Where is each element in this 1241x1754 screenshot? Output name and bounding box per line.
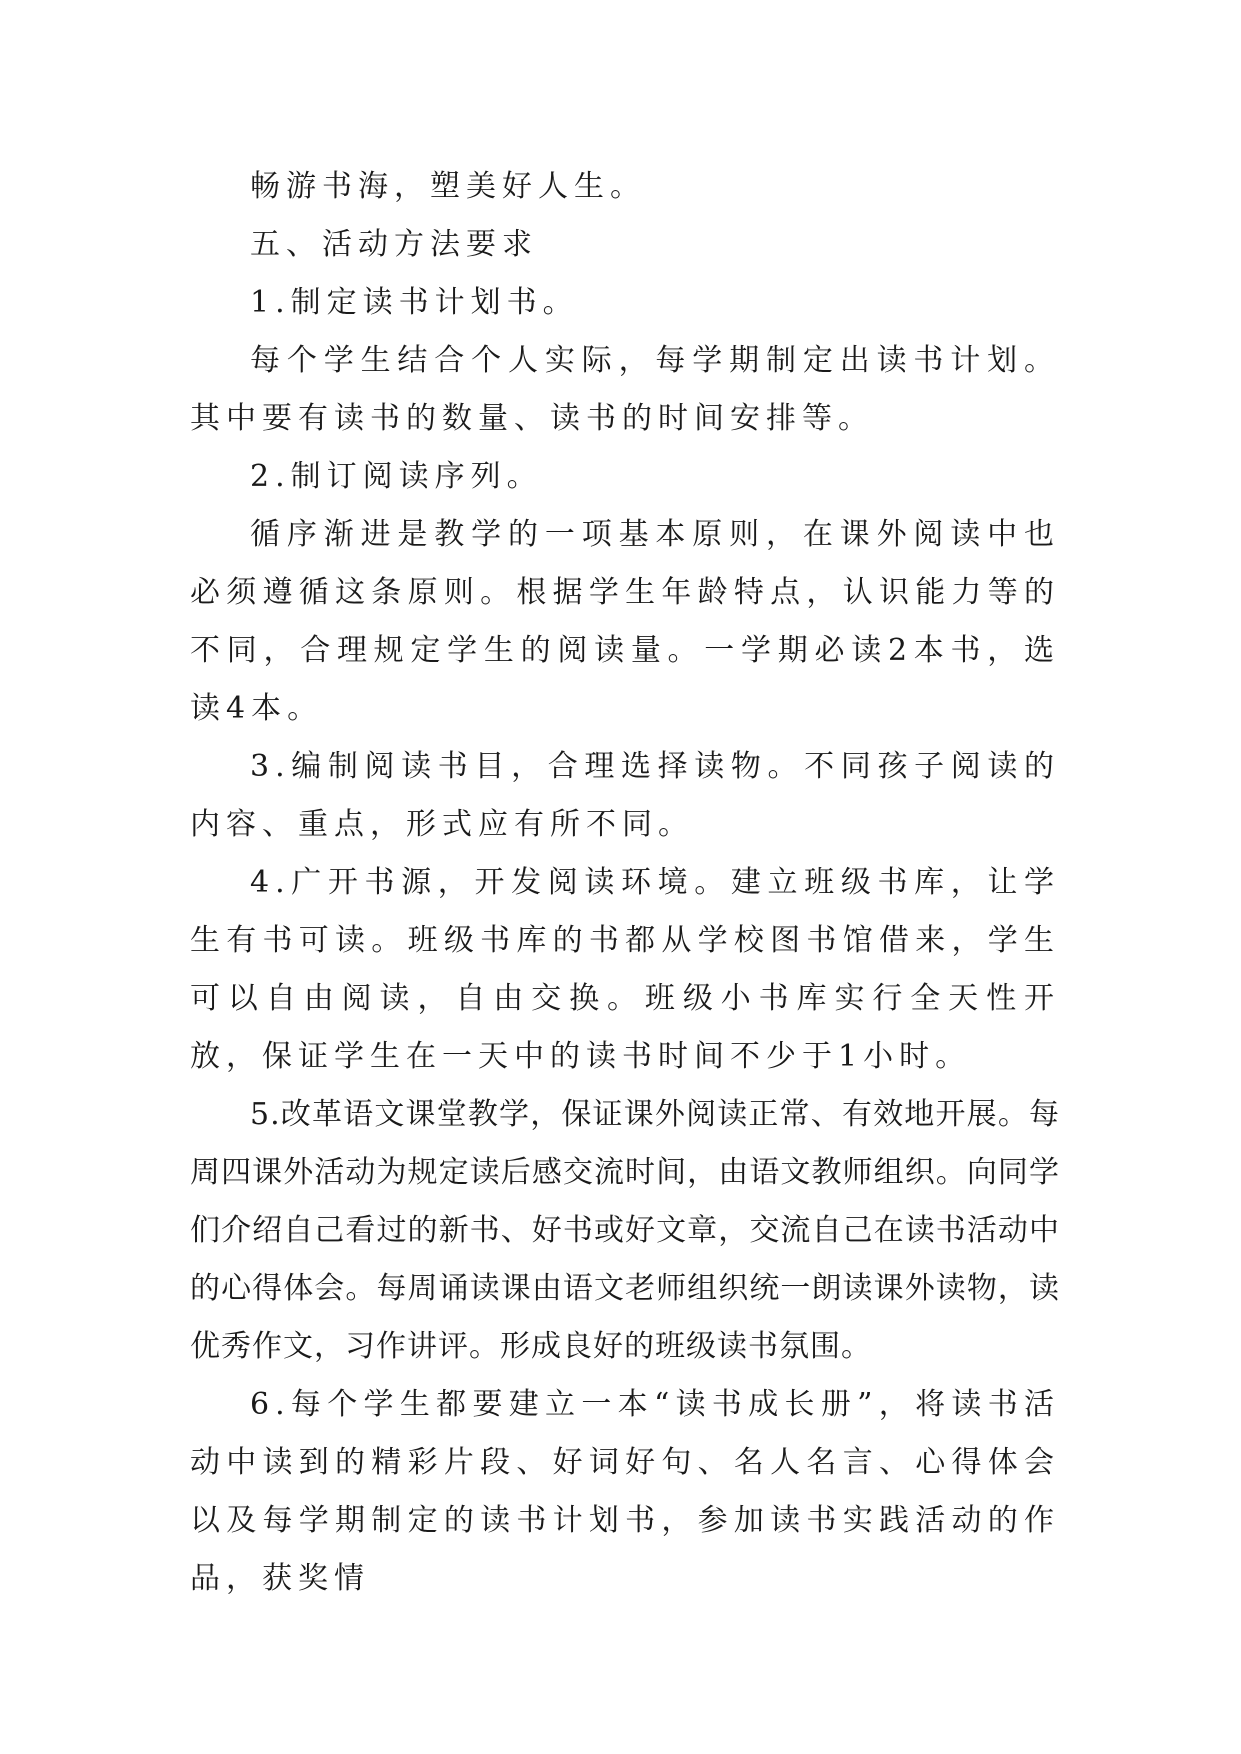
- paragraph-reading-sequence: 循序渐进是教学的一项基本原则，在课外阅读中也必须遵循这条原则。根据学生年龄特点，认识能力等的不同，合理规定学生的阅读量。一学期必读2本书，选读4本。: [190, 517, 1060, 726]
- section-heading-activity-methods: 五、活动方法要求: [250, 227, 538, 262]
- paragraph-item-3: 3.编制阅读书目，合理选择读物。不同孩子阅读的内容、重点，形式应有所不同。: [190, 749, 1060, 842]
- item-heading-1: 1.制定读书计划书。: [250, 285, 579, 320]
- document-body: [190, 158, 1060, 1608]
- paragraph-closing-line: 畅游书海，塑美好人生。: [250, 169, 646, 204]
- paragraph-item-5: 5.改革语文课堂教学，保证课外阅读正常、有效地开展。每周四课外活动为规定读后感交流时间，由语文教师组织。向同学们介绍自己看过的新书、好书或好文章，交流自己在读书活动中的心得体会。每周诵读课由语文老师组织统一朗读课外读物，读优秀作文，习作讲评。形成良好的班级读书氛围。: [190, 1097, 1060, 1364]
- item-heading-2: 2.制订阅读序列。: [250, 459, 543, 494]
- paragraph-item-6: 6.每个学生都要建立一本“读书成长册”，将读书活动中读到的精彩片段、好词好句、名人名言、心得体会以及每学期制定的读书计划书，参加读书实践活动的作品，获奖情: [190, 1387, 1060, 1596]
- paragraph-reading-plan: 每个学生结合个人实际，每学期制定出读书计划。其中要有读书的数量、读书的时间安排等。: [190, 343, 1060, 436]
- paragraph-item-4: 4.广开书源，开发阅读环境。建立班级书库，让学生有书可读。班级书库的书都从学校图书馆借来，学生可以自由阅读，自由交换。班级小书库实行全天性开放，保证学生在一天中的读书时间不少于1小时。: [190, 865, 1060, 1074]
